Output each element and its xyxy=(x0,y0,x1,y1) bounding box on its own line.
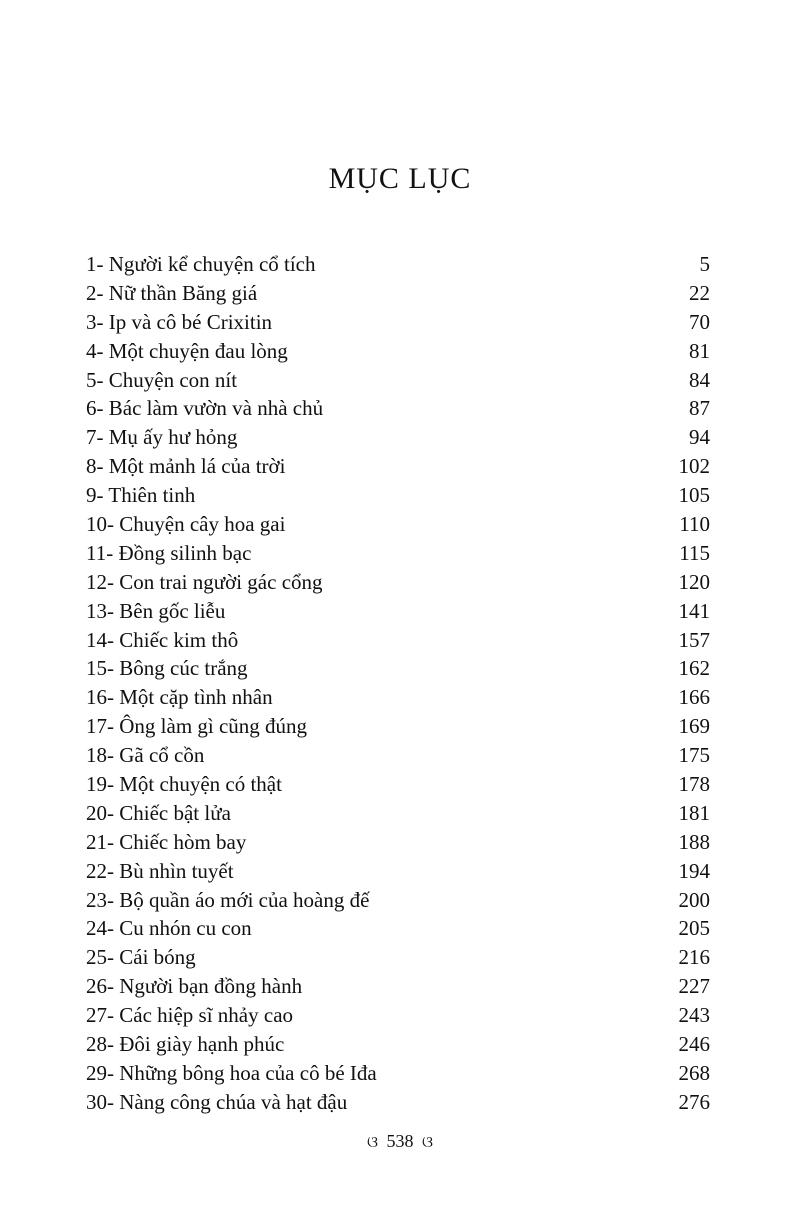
toc-entry xyxy=(86,539,710,568)
toc-entry-page: 175 xyxy=(678,743,710,768)
toc-entry xyxy=(86,857,710,886)
toc-entry xyxy=(86,366,710,395)
toc-entry xyxy=(86,1088,710,1117)
toc-entry-page: 141 xyxy=(678,598,710,623)
toc-entry-title: 19- Một chuyện có thật xyxy=(86,772,282,797)
toc-entry-page: 87 xyxy=(689,396,710,421)
toc-entry-page: 181 xyxy=(678,800,710,825)
toc-entry-title: 18- Gã cổ cồn xyxy=(86,743,205,768)
toc-entry-page: 194 xyxy=(678,858,710,883)
ornament-right-icon: ଓ xyxy=(422,1134,434,1151)
toc-entry-title: 8- Một mảnh lá của trời xyxy=(86,454,286,479)
toc-entry-title: 13- Bên gốc liễu xyxy=(86,598,226,623)
toc-entry-page: 243 xyxy=(678,1003,710,1028)
toc-entry-title: 15- Bông cúc trắng xyxy=(86,656,248,681)
toc-entry-page: 188 xyxy=(678,829,710,854)
toc-entry xyxy=(86,1001,710,1030)
toc-entry-page: 110 xyxy=(679,512,710,537)
toc-entry xyxy=(86,626,710,655)
toc-entry-title: 26- Người bạn đồng hành xyxy=(86,974,303,999)
toc-entry-title: 2- Nữ thần Băng giá xyxy=(86,280,258,305)
toc-entry-title: 10- Chuyện cây hoa gai xyxy=(86,512,286,537)
toc-entry-title: 23- Bộ quần áo mới của hoàng đế xyxy=(86,887,370,912)
toc-entry-page: 205 xyxy=(678,916,710,941)
toc-entry xyxy=(86,452,710,481)
ornament-left-icon: ଓ xyxy=(366,1134,378,1151)
toc-entry xyxy=(86,741,710,770)
toc-entry xyxy=(86,423,710,452)
toc-entry-title: 12- Con trai người gác cổng xyxy=(86,569,323,594)
toc-entry xyxy=(86,1030,710,1059)
toc-entry-title: 29- Những bông hoa của cô bé Iđa xyxy=(86,1060,377,1085)
toc-entry-title: 11- Đồng silinh bạc xyxy=(86,540,252,565)
toc-entry-title: 7- Mụ ấy hư hỏng xyxy=(86,425,238,450)
toc-entry-page: 268 xyxy=(678,1060,710,1085)
toc-entry xyxy=(86,943,710,972)
toc-entry xyxy=(86,308,710,337)
toc-entry-title: 27- Các hiệp sĩ nhảy cao xyxy=(86,1003,294,1028)
toc-entry-page: 102 xyxy=(678,454,710,479)
toc-entry xyxy=(86,568,710,597)
toc-entry xyxy=(86,250,710,279)
toc-entry-title: 4- Một chuyện đau lòng xyxy=(86,338,288,363)
toc-entry-page: 178 xyxy=(678,772,710,797)
toc-entry xyxy=(86,597,710,626)
page-title: MỤC LỤC xyxy=(328,162,472,195)
toc-entry-page: 84 xyxy=(689,367,710,392)
toc-entry-title: 5- Chuyện con nít xyxy=(86,367,238,392)
toc-entry-page: 169 xyxy=(678,714,710,739)
toc-entry-page: 200 xyxy=(678,887,710,912)
toc-entry xyxy=(86,683,710,712)
toc-entry-page: 166 xyxy=(678,685,710,710)
toc-entry-page: 157 xyxy=(678,627,710,652)
toc-entry xyxy=(86,799,710,828)
toc-entry xyxy=(86,1059,710,1088)
toc-entry xyxy=(86,886,710,915)
toc-entry-title: 28- Đôi giày hạnh phúc xyxy=(86,1032,285,1057)
toc-entry-title: 14- Chiếc kim thô xyxy=(86,627,239,652)
toc-entry-page: 70 xyxy=(689,309,710,334)
toc-entry-title: 1- Người kể chuyện cổ tích xyxy=(86,252,316,276)
toc-entry-page: 246 xyxy=(678,1032,710,1057)
toc-entry-title: 17- Ông làm gì cũng đúng xyxy=(86,714,308,739)
toc-entry-page: 227 xyxy=(678,974,710,999)
toc-entry-title: 3- Ip và cô bé Crixitin xyxy=(86,309,273,334)
toc-entry xyxy=(86,770,710,799)
toc-entry xyxy=(86,279,710,308)
toc-entry-page: 5 xyxy=(699,252,710,276)
toc-entry-title: 25- Cái bóng xyxy=(86,945,196,970)
toc-entry-title: 16- Một cặp tình nhân xyxy=(86,685,273,710)
toc-entry-page: 115 xyxy=(679,540,710,565)
toc-entry-page: 22 xyxy=(689,280,710,305)
toc-entry xyxy=(86,712,710,741)
toc-entry xyxy=(86,481,710,510)
toc-entry xyxy=(86,654,710,683)
toc-entry-title: 30- Nàng công chúa và hạt đậu xyxy=(86,1089,348,1114)
toc-entry-title: 6- Bác làm vườn và nhà chủ xyxy=(86,396,324,421)
toc-entry xyxy=(86,337,710,366)
toc-entry xyxy=(86,828,710,857)
toc-entry xyxy=(86,510,710,539)
toc-entry-title: 20- Chiếc bật lửa xyxy=(86,800,231,825)
toc-entry-page: 120 xyxy=(678,569,710,594)
toc-entry-page: 162 xyxy=(678,656,710,681)
toc-entry-page: 216 xyxy=(678,945,710,970)
toc-entry xyxy=(86,914,710,943)
toc-entry-page: 94 xyxy=(689,425,710,450)
toc-entry-title: 9- Thiên tinh xyxy=(86,483,196,508)
toc-entry-title: 21- Chiếc hòm bay xyxy=(86,829,247,854)
toc-entry xyxy=(86,394,710,423)
toc-entry-title: 22- Bù nhìn tuyết xyxy=(86,858,234,883)
toc-entry xyxy=(86,972,710,1001)
page-number: 538 xyxy=(386,1131,414,1151)
toc-entry-title: 24- Cu nhón cu con xyxy=(86,916,252,941)
toc-entry-page: 276 xyxy=(678,1089,710,1114)
toc-entry-page: 81 xyxy=(689,338,710,363)
toc-entry-page: 105 xyxy=(678,483,710,508)
page-footer xyxy=(0,1131,800,1152)
table-of-contents xyxy=(86,250,710,1117)
